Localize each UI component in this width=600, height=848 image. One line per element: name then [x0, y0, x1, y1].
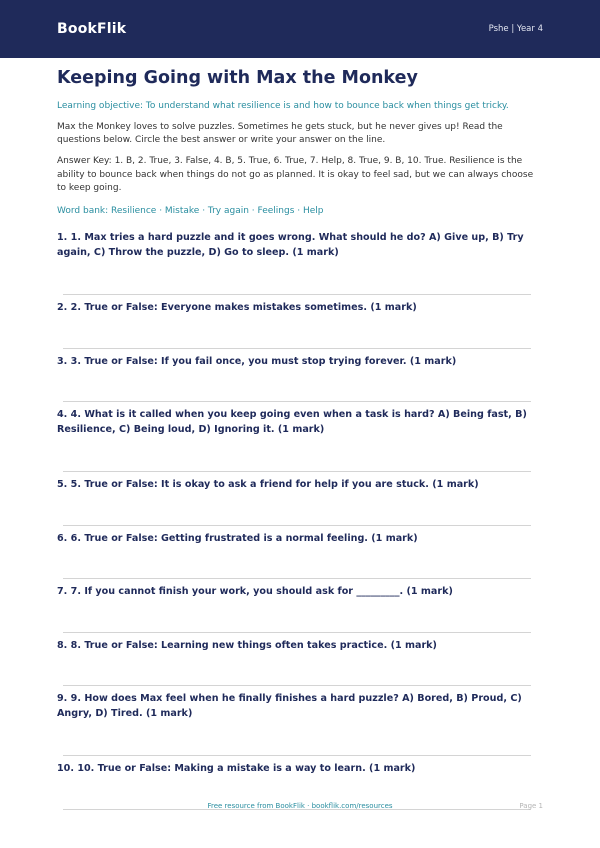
page-number: Page 1 [519, 802, 543, 810]
answer-line-6[interactable] [63, 546, 531, 579]
learning-objective: Learning objective: To understand what resilience is and how to bounce back when things get tricky. [57, 101, 509, 111]
answer-key: Answer Key: 1. B, 2. True, 3. False, 4. B, 5. True, 6. True, 7. Help, 8. True, 9. B, 10. True. Resilience is the ability to bounce back when things do not go as planned. It is okay to feel sad, but we can always choose to keep going. [57, 156, 534, 193]
question-list [57, 231, 543, 810]
answer-line-9[interactable] [63, 721, 531, 756]
question-7: 7. 7. If you cannot finish your work, you should ask for _________. (1 mark) [57, 586, 453, 598]
brand-logo[interactable]: BookFlik [57, 21, 127, 37]
answer-line-1[interactable] [63, 260, 531, 295]
intro-text: Max the Monkey loves to solve puzzles. Sometimes he gets stuck, but he never gives up! Read the questions below. Circle the best answer or write your answer on the line. [57, 122, 503, 146]
subject-year-label: Pshe | Year 4 [488, 24, 543, 34]
page-footer [0, 800, 600, 816]
question-5: 5. 5. True or False: It is okay to ask a friend for help if you are stuck. (1 mark) [57, 479, 479, 491]
site-header [0, 0, 600, 58]
footer-credit-link[interactable]: Free resource from BookFlik · bookflik.com/resources [207, 802, 393, 810]
word-bank: Word bank: Resilience · Mistake · Try again · Feelings · Help [57, 206, 324, 217]
question-1: 1. 1. Max tries a hard puzzle and it goes wrong. What should he do? A) Give up, B) Try again, C) Throw the puzzle, D) Go to sleep. (1 mark) [57, 232, 524, 258]
question-3: 3. 3. True or False: If you fail once, you must stop trying forever. (1 mark) [57, 355, 457, 367]
answer-line-5[interactable] [63, 493, 531, 526]
worksheet-body [0, 67, 600, 810]
answer-line-4[interactable] [63, 437, 531, 472]
answer-line-3[interactable] [63, 369, 531, 402]
answer-line-7[interactable] [63, 600, 531, 633]
answer-line-2[interactable] [63, 316, 531, 349]
question-2: 2. 2. True or False: Everyone makes mistakes sometimes. (1 mark) [57, 302, 417, 314]
question-10: 10. 10. True or False: Making a mistake is a way to learn. (1 mark) [57, 763, 416, 775]
question-4: 4. 4. What is it called when you keep going even when a task is hard? A) Being fast, B) Resilience, C) Being loud, D) Ignoring it. (1 mark) [57, 409, 527, 435]
page-title: Keeping Going with Max the Monkey [57, 68, 418, 88]
answer-line-8[interactable] [63, 653, 531, 686]
question-9: 9. 9. How does Max feel when he finally finishes a hard puzzle? A) Bored, B) Proud, C) Angry, D) Tired. (1 mark) [57, 693, 522, 719]
question-6: 6. 6. True or False: Getting frustrated is a normal feeling. (1 mark) [57, 532, 418, 544]
question-8: 8. 8. True or False: Learning new things often takes practice. (1 mark) [57, 639, 437, 651]
